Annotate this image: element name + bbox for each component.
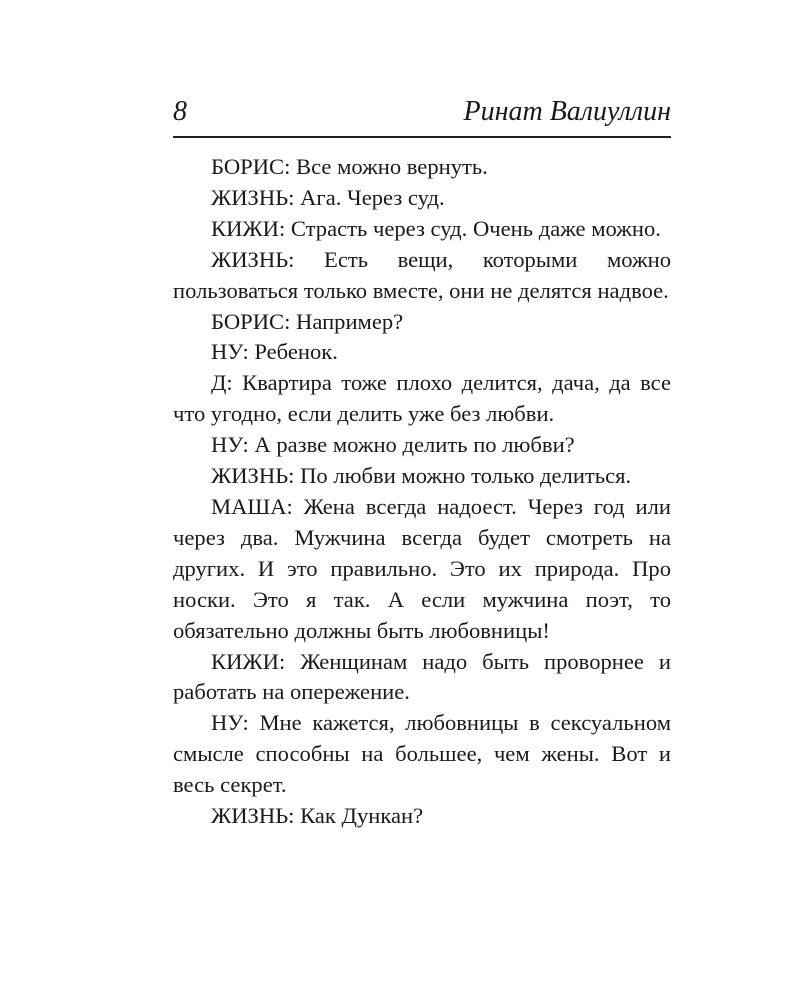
paragraph bbox=[173, 430, 671, 461]
paragraph bbox=[173, 647, 671, 709]
page-header bbox=[173, 92, 671, 132]
page-number: 8 bbox=[173, 96, 187, 127]
paragraph bbox=[173, 183, 671, 214]
paragraph bbox=[173, 492, 671, 647]
paragraph-text: Например? bbox=[296, 308, 404, 334]
speaker-name: НУ: bbox=[211, 339, 249, 365]
paragraph-text: Женщинам надо быть проворнее и работать на опережение. bbox=[173, 648, 671, 705]
speaker-name: ЖИЗНЬ: bbox=[211, 184, 295, 210]
paragraph bbox=[173, 368, 671, 430]
running-title: Ринат Валиуллин bbox=[463, 96, 671, 127]
paragraph bbox=[173, 801, 671, 832]
paragraph-text: Ага. Через суд. bbox=[300, 184, 445, 210]
text-body bbox=[173, 152, 671, 832]
paragraph-text: Есть вещи, которыми можно пользоваться только вместе, они не делятся надвое. bbox=[173, 246, 671, 303]
paragraph-text: Ребенок. bbox=[254, 339, 338, 365]
paragraph bbox=[173, 307, 671, 338]
speaker-name: КИЖИ: bbox=[211, 215, 286, 241]
paragraph bbox=[173, 152, 671, 183]
paragraph bbox=[173, 214, 671, 245]
speaker-name: БОРИС: bbox=[211, 154, 291, 179]
paragraph bbox=[173, 245, 671, 307]
speaker-name: ЖИЗНЬ: bbox=[211, 246, 295, 272]
paragraph-text: Как Дункан? bbox=[300, 803, 424, 829]
speaker-name: ЖИЗНЬ: bbox=[211, 463, 295, 489]
paragraph-text: По любви можно только делиться. bbox=[300, 463, 632, 489]
paragraph-text: Все можно вернуть. bbox=[296, 154, 488, 179]
speaker-name: КИЖИ: bbox=[211, 648, 286, 674]
speaker-name: НУ: bbox=[211, 432, 249, 458]
speaker-name: МАША: bbox=[211, 493, 293, 519]
paragraph bbox=[173, 708, 671, 801]
paragraph-text: Жена всегда надоест. Через год или через два. Мужчина всегда будет смотреть на других. И это правильно. Это их природа. Про носки. Это я так. А если мужчина поэт, то обязательно должны быть любовницы! bbox=[173, 493, 671, 643]
paragraph bbox=[173, 461, 671, 492]
speaker-name: БОРИС: bbox=[211, 308, 291, 334]
paragraph-text: Мне кажется, любовницы в сексуальном смысле способны на большее, чем жены. Вот и весь секрет. bbox=[173, 710, 671, 798]
paragraph-text: Страсть через суд. Очень даже можно. bbox=[290, 215, 661, 241]
speaker-name: ЖИЗНЬ: bbox=[211, 803, 295, 829]
paragraph bbox=[173, 337, 671, 368]
header-rule bbox=[173, 136, 671, 138]
speaker-name: НУ: bbox=[211, 710, 249, 736]
speaker-name: Д: bbox=[211, 370, 233, 396]
paragraph-text: Квартира тоже плохо делится, дача, да все что угодно, если делить уже без любви. bbox=[173, 370, 671, 427]
paragraph-text: А разве можно делить по любви? bbox=[254, 432, 575, 458]
